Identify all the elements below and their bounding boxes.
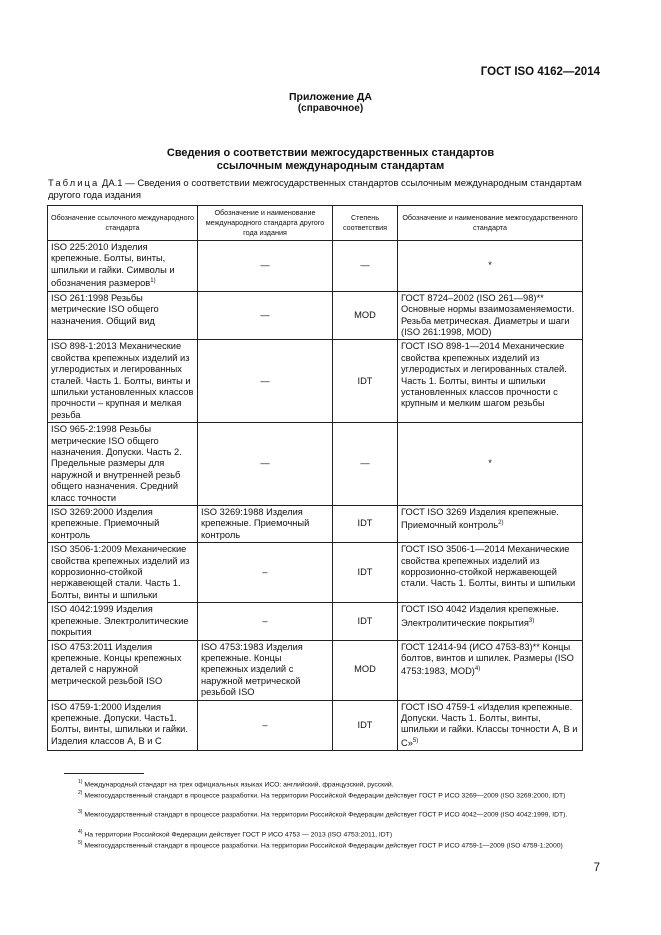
cell-interstate-standard-text: ГОСТ ISO 4042 Изделия крепежные. Электролитические покрытия xyxy=(401,604,559,628)
cell-degree xyxy=(333,291,398,340)
cell-other-year-standard xyxy=(198,340,333,423)
cell-degree xyxy=(333,423,398,506)
cell-intl-standard xyxy=(48,291,198,340)
footnote xyxy=(48,839,582,851)
footnote-ref: 5) xyxy=(412,737,419,744)
footnote-mark: 2) xyxy=(78,790,83,796)
cell-degree xyxy=(333,543,398,603)
cell-interstate-standard-text: ГОСТ 8724–2002 (ISO 261—98)** Основные нормы взаимозаменяемости. Резьба метрическая. Диаметры и шаги (ISO 261:1998, MOD) xyxy=(401,292,575,337)
cell-other-year-standard-text: – xyxy=(262,615,268,626)
footnote-ref: 4) xyxy=(474,666,481,673)
cell-other-year-standard-text: – xyxy=(262,719,268,730)
cell-degree xyxy=(333,603,398,640)
footnote xyxy=(48,808,582,820)
cell-interstate-standard xyxy=(398,423,583,506)
header-intl-standard: Обозначение ссылочного международного стандарта xyxy=(48,206,198,241)
cell-degree-text: MOD xyxy=(354,664,376,675)
header-interstate-standard: Обозначение и наименование межгосударственного стандарта xyxy=(398,206,583,241)
cell-degree-text: — xyxy=(360,260,370,271)
cell-interstate-standard xyxy=(398,340,583,423)
footnote xyxy=(48,789,582,801)
footnote-separator xyxy=(64,773,144,774)
cell-other-year-standard xyxy=(198,543,333,603)
footnote-mark: 1) xyxy=(78,779,83,785)
cell-interstate-standard-text: * xyxy=(488,458,492,469)
section-title-line-2: ссылочным международным стандартам xyxy=(216,160,445,172)
cell-other-year-standard-text: — xyxy=(260,309,270,320)
table-caption xyxy=(48,178,608,201)
cell-interstate-standard xyxy=(398,640,583,700)
cell-intl-standard-text: ISO 4753:2011 Изделия крепежные. Концы крепежных деталей с наружной метрической резьбой ISO xyxy=(51,641,182,686)
cell-interstate-standard xyxy=(398,603,583,640)
appendix-title: Приложение ДА xyxy=(289,91,372,103)
cell-interstate-standard-text: ГОСТ ISO 3269 Изделия крепежные. Приемочный контроль xyxy=(401,507,559,531)
table-row xyxy=(48,603,583,640)
cell-other-year-standard-text: — xyxy=(260,458,270,469)
cell-other-year-standard xyxy=(198,241,333,292)
appendix-subtitle: (справочное) xyxy=(297,103,364,114)
cell-degree-text: IDT xyxy=(357,567,373,578)
cell-intl-standard xyxy=(48,423,198,506)
page-number: 7 xyxy=(593,862,600,874)
cell-other-year-standard xyxy=(198,700,333,751)
cell-interstate-standard-text: * xyxy=(488,260,492,271)
cell-degree xyxy=(333,700,398,751)
footnote-ref: 3) xyxy=(528,617,535,624)
cell-intl-standard-text: ISO 4042:1999 Изделия крепежные. Электролитические покрытия xyxy=(51,604,189,638)
section-title-line-1: Сведения о соответствии межгосударственных стандартов xyxy=(166,147,495,159)
cell-intl-standard-text: ISO 898-1:2013 Механические свойства крепежных изделий из углеродистых и легированных сталей. Часть 1. Болты, винты и шпильки установленных классов прочности – крупная и мелкая резьба xyxy=(51,341,194,420)
cell-intl-standard-text: ISO 225:2010 Изделия крепежные. Болты, винты, шпильки и гайки. Символы и обозначения размеров xyxy=(51,242,175,289)
footnote-text: На территории Российской Федерации действует ГОСТ Р ИСО 4753 — 2013 (ISO 4753:2011, IDT) xyxy=(84,831,393,839)
cell-intl-standard xyxy=(48,603,198,640)
cell-intl-standard-text: ISO 965-2:1998 Резьбы метрические ISO общего назначения. Допуски. Часть 2. Предельные размеры для наружной и внутренней резьб общего назначения. Средний класс точности xyxy=(51,424,182,503)
table-row xyxy=(48,543,583,603)
cell-degree xyxy=(333,640,398,700)
table-row xyxy=(48,340,583,423)
cell-intl-standard xyxy=(48,506,198,543)
cell-other-year-standard-text: — xyxy=(260,260,270,271)
footnote-mark: 5) xyxy=(78,840,83,846)
cell-other-year-standard-text: ISO 4753:1983 Изделия крепежные. Концы крепежных изделий с наружной метрической резьбой ISO xyxy=(201,641,303,698)
cell-degree-text: — xyxy=(360,458,370,469)
cell-intl-standard xyxy=(48,640,198,700)
table-row xyxy=(48,700,583,751)
cell-intl-standard xyxy=(48,241,198,292)
cell-intl-standard-text: ISO 4759-1:2000 Изделия крепежные. Допуски. Часть1. Болты, винты, шпильки и гайки. Изделия классов А, В и С xyxy=(51,701,188,746)
cell-other-year-standard xyxy=(198,506,333,543)
cell-degree xyxy=(333,241,398,292)
cell-other-year-standard-text: – xyxy=(262,567,268,578)
footnote-ref: 1) xyxy=(150,278,156,285)
cell-degree-text: IDT xyxy=(357,719,373,730)
cell-other-year-standard xyxy=(198,291,333,340)
cell-intl-standard xyxy=(48,543,198,603)
cell-intl-standard xyxy=(48,700,198,751)
cell-interstate-standard xyxy=(398,506,583,543)
cell-degree-text: MOD xyxy=(354,309,376,320)
footnote-text: Межгосударственный стандарт в процессе разработки. На территории Российской Федерации действует ГОСТ Р ИСО 3269—2009 (ISO 3269:2000, IDT) xyxy=(84,792,566,800)
footnote-text: Международный стандарт на трех официальных языках ИСО: английский, французский, русский. xyxy=(84,781,394,789)
footnote-text: Межгосударственный стандарт в процессе разработки. На территории Российской Федерации действует ГОСТ Р ИСО 4759-1—2009 (ISO 4759-1:2000) xyxy=(84,842,563,850)
table-row xyxy=(48,241,583,292)
cell-interstate-standard-text: ГОСТ ISO 3506-1—2014 Механические свойства крепежных изделий из коррозионно-стойкой нержавеющей стали. Часть 1. Болты, винты и шпильки xyxy=(401,544,576,589)
cell-degree-text: IDT xyxy=(357,518,373,529)
cell-other-year-standard xyxy=(198,423,333,506)
correspondence-table xyxy=(47,205,583,751)
cell-degree-text: IDT xyxy=(357,375,373,386)
cell-intl-standard xyxy=(48,340,198,423)
cell-degree-text: IDT xyxy=(357,615,373,626)
section-title xyxy=(0,147,661,173)
cell-intl-standard-text: ISO 3506-1:2009 Механические свойства крепежных изделий из коррозионно-стойкой нержавеющей стали. Часть 1. Болты, винты и шпильки xyxy=(51,544,190,600)
footnote-ref: 2) xyxy=(498,520,504,527)
cell-interstate-standard xyxy=(398,543,583,603)
cell-interstate-standard-text: ГОСТ ISO 4759-1 «Изделия крепежные. Допуски. Часть 1. Болты, винты, шпильки и гайки. Классы точности А, В и С» xyxy=(401,701,578,748)
header-degree: Степень соответствия xyxy=(333,206,398,241)
table-body xyxy=(48,241,583,751)
cell-interstate-standard-text: ГОСТ 12414-94 (ИСО 4753-83)** Концы болтов, винтов и шпилек. Размеры (ISO 4753:1983, MOD) xyxy=(401,641,574,677)
table-caption-label: Таблица xyxy=(48,178,100,189)
footnote-mark: 4) xyxy=(78,829,83,835)
footnote-text: Межгосударственный стандарт в процессе разработки. На территории Российской Федерации действует ГОСТ Р ИСО 4042—2009 (ISO 4042:1999, IDT). xyxy=(84,811,568,819)
table-row xyxy=(48,291,583,340)
cell-other-year-standard-text: — xyxy=(260,375,270,386)
cell-interstate-standard xyxy=(398,700,583,751)
table-header-row xyxy=(48,206,583,241)
cell-degree xyxy=(333,506,398,543)
footnote-mark: 3) xyxy=(78,809,83,815)
document-code: ГОСТ ISO 4162—2014 xyxy=(480,66,600,78)
cell-degree xyxy=(333,340,398,423)
cell-other-year-standard-text: ISO 3269:1988 Изделия крепежные. Приемочный контроль xyxy=(201,507,310,540)
cell-interstate-standard xyxy=(398,291,583,340)
cell-other-year-standard xyxy=(198,603,333,640)
header-other-year-standard: Обозначение и наименование международного стандарта другого года издания xyxy=(198,206,333,241)
table-row xyxy=(48,423,583,506)
cell-interstate-standard xyxy=(398,241,583,292)
table-row xyxy=(48,506,583,543)
table-caption-text: ДА.1 — Сведения о соответствии межгосударственных стандартов ссылочным международным стандартам другого года издания xyxy=(48,178,582,201)
cell-intl-standard-text: ISO 261:1998 Резьбы метрические ISO общего назначения. Общий вид xyxy=(51,292,159,326)
cell-interstate-standard-text: ГОСТ ISO 898-1—2014 Механические свойства крепежных изделий из углеродистых и легированных сталей. Часть 1. Болты, винты и шпильки установленных классов прочности с крупным и мелким шагом резьбы xyxy=(401,341,567,409)
cell-other-year-standard xyxy=(198,640,333,700)
cell-intl-standard-text: ISO 3269:2000 Изделия крепежные. Приемочный контроль xyxy=(51,507,160,540)
table-row xyxy=(48,640,583,700)
